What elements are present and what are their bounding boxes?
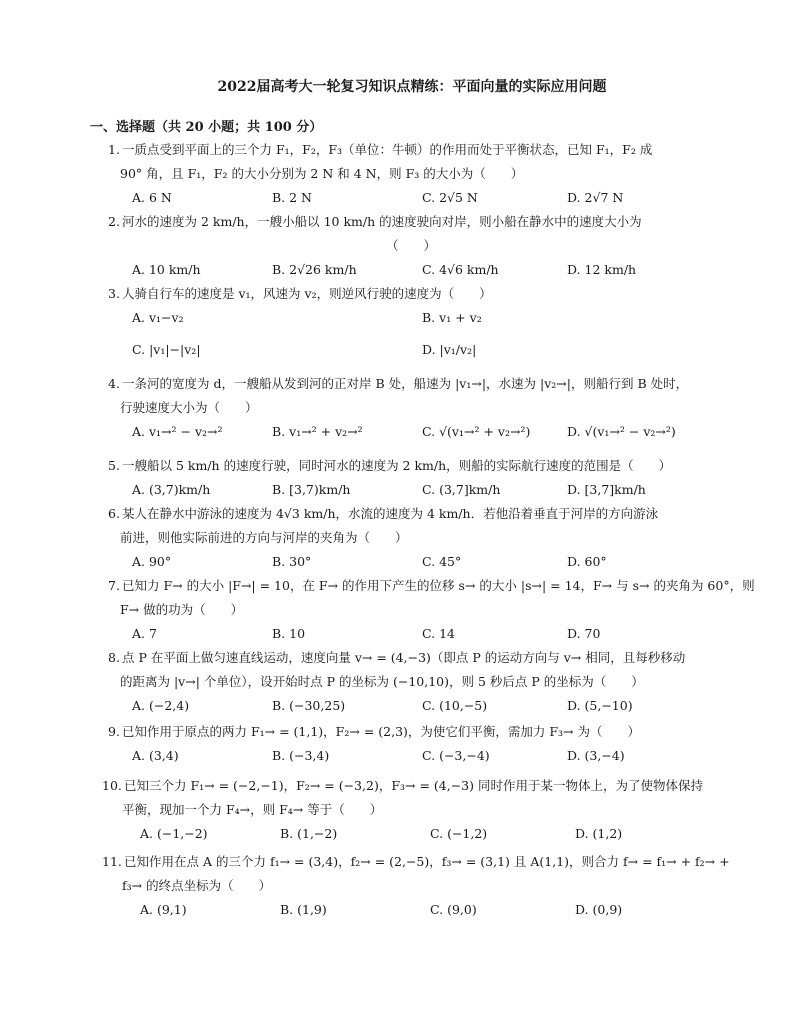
option-c[interactable]: C. √(v₁→² + v₂→²) [422,424,531,439]
question-9: 9. 已知作用于原点的两力 F₁→ = (1,1)，F₂→ = (2,3)，为使它们平衡，需加力 F₃→ 为（ ） A. (3,4) B. (−3,4) C. (−3,−4) D. (3,−4) [108,720,708,768]
option-c[interactable]: C. 4√6 km/h [422,262,499,277]
options [132,478,708,502]
option-b[interactable]: B. [3,7)km/h [272,482,351,497]
option-b[interactable]: B. (1,−2) [280,826,338,841]
options [132,420,708,444]
option-d[interactable]: D. 2√7 N [567,190,624,205]
question-text: 一质点受到平面上的三个力 F₁，F₂，F₃（单位：牛顿）的作用而处于平衡状态，已知 F₁，F₂ 成 [122,142,653,157]
option-c[interactable]: C. (10,−5) [422,698,488,713]
question-4: 4. 一条河的宽度为 d，一艘船从发到河的正对岸 B 处，船速为 |v₁→|，水速为 |v₂→|，则船行到 B 处时， 行驶速度大小为（ ） A. v₁→² − v₂→² B. v₁→² + v₂→² C. √(v₁→² + v₂→²) D. √(v₁→² − v₂→²) [108,372,708,444]
question-11: 11. 已知作用在点 A 的三个力 f₁→ = (3,4)，f₂→ = (2,−5)，f₃→ = (3,1) 且 A(1,1)，则合力 f→ = f₁→ + f₂→ + f₃→ 的终点坐标为（ ） A. (9,1) B. (1,9) C. (9,0) D. (0,9) [102,850,702,922]
options [132,694,708,718]
option-d[interactable]: D. (0,9) [575,902,623,917]
option-b[interactable]: B. v₁→² + v₂→² [272,424,363,439]
question-text: 已知三个力 F₁→ = (−2,−1)，F₂→ = (−3,2)，F₃→ = (4,−3) 同时作用于某一物体上，为了使物体保持 [124,778,703,793]
option-a[interactable]: A. 6 N [132,190,172,205]
option-c[interactable]: C. (9,0) [430,902,477,917]
option-d[interactable]: D. (1,2) [575,826,623,841]
option-a[interactable]: A. (−1,−2) [140,826,208,841]
question-text: 点 P 在平面上做匀速直线运动，速度向量 v→ = (4,−3)（即点 P 的运动方向与 v→ 相同，且每秒移动 [122,650,686,665]
question-8: 8. 点 P 在平面上做匀速直线运动，速度向量 v→ = (4,−3)（即点 P 的运动方向与 v→ 相同，且每秒移动 的距离为 |v→| 个单位），设开始时点 P 的坐标为 (−10,10)，则 5 秒后点 P 的坐标为（ ） A. (−2,4) B. (−30,25) C. (10,−5) D. (5,−10) [108,646,708,718]
question-6: 6. 某人在静水中游泳的速度为 4√3 km/h，水流的速度为 4 km/h．若他沿着垂直于河岸的方向游泳 前进，则他实际前进的方向与河岸的夹角为（ ） A. 90° B. 30° C. 45° D. 60° [108,502,708,574]
option-d[interactable]: D. 70 [567,626,601,641]
option-a[interactable]: A. 90° [132,554,172,569]
option-b[interactable]: B. 2 N [272,190,312,205]
options [132,744,708,768]
option-c[interactable]: C. (3,7]km/h [422,482,501,497]
option-d[interactable]: D. 12 km/h [567,262,637,277]
question-text: 一条河的宽度为 d，一艘船从发到河的正对岸 B 处，船速为 |v₁→|，水速为 |v₂→|，则船行到 B 处时， [122,376,689,391]
option-b[interactable]: B. (−30,25) [272,698,346,713]
question-7: 7. 已知力 F→ 的大小 |F→| = 10，在 F→ 的作用下产生的位移 s→ 的大小 |s→| = 14，F→ 与 s→ 的夹角为 60°，则 F→ 做的功为（ ） A. 7 B. 10 C. 14 D. 70 [108,574,708,646]
option-a[interactable]: A. 10 km/h [132,262,201,277]
question-text: （ ） [386,238,437,253]
options [132,186,708,210]
question-text: 已知作用在点 A 的三个力 f₁→ = (3,4)，f₂→ = (2,−5)，f₃→ = (3,1) 且 A(1,1)，则合力 f→ = f₁→ + f₂→ + [124,854,730,869]
question-text: 某人在静水中游泳的速度为 4√3 km/h，水流的速度为 4 km/h．若他沿着垂直于河岸的方向游泳 [122,506,659,521]
option-c[interactable]: C. (−3,−4) [422,748,490,763]
option-c[interactable]: C. (−1,2) [430,826,488,841]
option-a[interactable]: A. (3,4) [132,748,179,763]
options [132,338,708,362]
question-text: 已知力 F→ 的大小 |F→| = 10，在 F→ 的作用下产生的位移 s→ 的大小 |s→| = 14，F→ 与 s→ 的夹角为 60°，则 [122,578,755,593]
question-5: 5. 一艘船以 5 km/h 的速度行驶，同时河水的速度为 2 km/h，则船的实际航行速度的范围是（ ） A. (3,7)km/h B. [3,7)km/h C. (3,7]km/h D. [3,7]km/h [108,454,708,502]
option-d[interactable]: D. (5,−10) [567,698,633,713]
option-a[interactable]: A. (9,1) [140,902,187,917]
options [132,622,708,646]
question-text: 90° 角，且 F₁，F₂ 的大小分别为 2 N 和 4 N，则 F₃ 的大小为（ ） [120,166,524,181]
question-3: 3. 人骑自行车的速度是 v₁，风速为 v₂，则逆风行驶的速度为（ ） A. v₁−v₂ B. v₁ + v₂ C. |v₁|−|v₂| D. |v₁/v₂| [108,282,708,362]
option-b[interactable]: B. 30° [272,554,312,569]
option-b[interactable]: B. (−3,4) [272,748,330,763]
question-text: 河水的速度为 2 km/h，一艘小船以 10 km/h 的速度驶向对岸，则小船在静水中的速度大小为 [122,214,642,229]
option-b[interactable]: B. (1,9) [280,902,327,917]
option-c[interactable]: C. 45° [422,554,462,569]
question-10: 10. 已知三个力 F₁→ = (−2,−1)，F₂→ = (−3,2)，F₃→ = (4,−3) 同时作用于某一物体上，为了使物体保持 平衡，现加一个力 F₄→，则 F₄→ 等于（ ） A. (−1,−2) B. (1,−2) C. (−1,2) D. (1,2) [102,774,702,846]
options [140,898,702,922]
option-d[interactable]: D. √(v₁→² − v₂→²) [567,424,676,439]
question-2: 2. 河水的速度为 2 km/h，一艘小船以 10 km/h 的速度驶向对岸，则小船在静水中的速度大小为 （ ） A. 10 km/h B. 2√26 km/h C. 4√6 km/h D. 12 km/h [108,210,708,282]
option-d[interactable]: D. [3,7]km/h [567,482,646,497]
options [140,822,702,846]
question-text: 人骑自行车的速度是 v₁，风速为 v₂，则逆风行驶的速度为（ ） [122,286,492,301]
options [132,258,708,282]
question-text: 已知作用于原点的两力 F₁→ = (1,1)，F₂→ = (2,3)，为使它们平衡，需加力 F₃→ 为（ ） [122,724,641,739]
option-d[interactable]: D. 60° [567,554,607,569]
option-b[interactable]: B. 10 [272,626,306,641]
question-text: F→ 做的功为（ ） [120,602,244,617]
section-heading: 一、选择题（共 20 小题；共 100 分） [90,120,323,135]
question-text: f₃→ 的终点坐标为（ ） [122,878,272,893]
option-a[interactable]: A. (−2,4) [132,698,190,713]
option-a[interactable]: A. v₁−v₂ [132,310,184,325]
option-b[interactable]: B. v₁ + v₂ [422,310,482,325]
page-title: 2022届高考大一轮复习知识点精练：平面向量的实际应用问题 [217,79,607,95]
option-b[interactable]: B. 2√26 km/h [272,262,357,277]
option-a[interactable]: A. 7 [132,626,157,641]
question-text: 一艘船以 5 km/h 的速度行驶，同时河水的速度为 2 km/h，则船的实际航行速度的范围是（ ） [122,458,672,473]
question-text: 前进，则他实际前进的方向与河岸的夹角为（ ） [120,530,408,545]
option-c[interactable]: C. |v₁|−|v₂| [132,342,201,357]
options [132,550,708,574]
option-a[interactable]: A. v₁→² − v₂→² [132,424,223,439]
option-c[interactable]: C. 2√5 N [422,190,478,205]
option-a[interactable]: A. (3,7)km/h [132,482,211,497]
option-d[interactable]: D. |v₁/v₂| [422,342,477,357]
question-text: 的距离为 |v→| 个单位），设开始时点 P 的坐标为 (−10,10)，则 5 秒后点 P 的坐标为（ ） [120,674,644,689]
question-text: 行驶速度大小为（ ） [120,400,258,415]
question-1: 1. 一质点受到平面上的三个力 F₁，F₂，F₃（单位：牛顿）的作用而处于平衡状态，已知 F₁，F₂ 成 90° 角，且 F₁，F₂ 的大小分别为 2 N 和 4 N，则 F₃ 的大小为（ ） A. 6 N B. 2 N C. 2√5 N D. 2√7 N [108,138,708,210]
option-c[interactable]: C. 14 [422,626,455,641]
option-d[interactable]: D. (3,−4) [567,748,625,763]
question-text: 平衡，现加一个力 F₄→，则 F₄→ 等于（ ） [122,802,383,817]
options [132,306,708,330]
